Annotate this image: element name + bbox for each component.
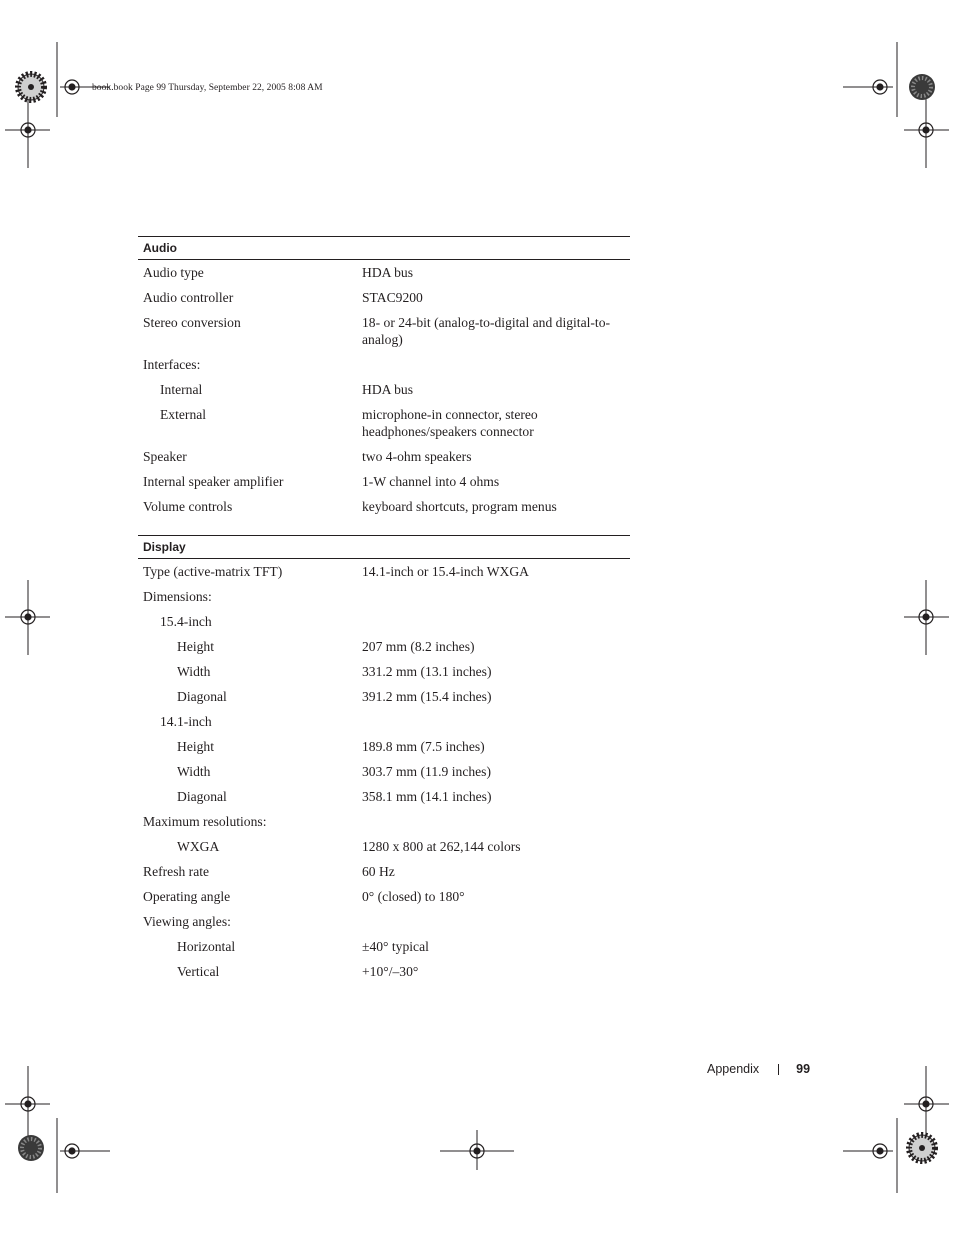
- spec-value: [362, 713, 630, 730]
- print-slug: book.book Page 99 Thursday, September 22, 2005 8:08 AM: [92, 83, 323, 93]
- spec-value: 391.2 mm (15.4 inches): [362, 689, 492, 704]
- spec-label: 15.4-inch: [160, 614, 212, 629]
- spec-value: HDA bus: [362, 382, 413, 397]
- specifications-table: [138, 236, 630, 984]
- spec-label: Dimensions:: [143, 589, 212, 604]
- spec-value: [362, 356, 630, 373]
- footer-divider: [778, 1064, 779, 1075]
- spec-value: 331.2 mm (13.1 inches): [362, 664, 492, 679]
- spec-label: Refresh rate: [143, 864, 210, 879]
- spec-value: [362, 913, 630, 930]
- spec-label: Volume controls: [143, 499, 233, 514]
- footer-section-name: Appendix: [707, 1062, 760, 1076]
- spec-label: Audio controller: [143, 290, 234, 305]
- spec-value: 0° (closed) to 180°: [362, 889, 465, 904]
- spec-row: [138, 260, 630, 285]
- spec-value: 18- or 24-bit (analog-to-digital and digital-to-analog): [362, 315, 611, 347]
- spec-label: 14.1-inch: [160, 714, 212, 729]
- spec-label: Interfaces:: [143, 357, 201, 372]
- page-footer: [707, 1062, 810, 1076]
- spec-row: [138, 285, 630, 310]
- spec-label: Width: [177, 764, 211, 779]
- spec-value: HDA bus: [362, 265, 413, 280]
- spec-row: [138, 377, 630, 402]
- spec-row: [138, 809, 630, 834]
- spec-row: [138, 584, 630, 609]
- section-heading: Audio: [138, 236, 630, 260]
- spec-value: 1-W channel into 4 ohms: [362, 474, 500, 489]
- spec-row: [138, 469, 630, 494]
- spec-label: Diagonal: [177, 689, 227, 704]
- spec-row: [138, 402, 630, 444]
- spec-row: [138, 634, 630, 659]
- spec-value: +10°/–30°: [362, 964, 419, 979]
- spec-label: Operating angle: [143, 889, 231, 904]
- spec-label: Speaker: [143, 449, 187, 464]
- spec-value: [362, 813, 630, 830]
- spec-label: Diagonal: [177, 789, 227, 804]
- spec-value: 207 mm (8.2 inches): [362, 639, 475, 654]
- spec-label: Width: [177, 664, 211, 679]
- spec-label: Type (active-matrix TFT): [143, 564, 283, 579]
- spec-value: [362, 588, 630, 605]
- spec-row: [138, 310, 630, 352]
- spec-label: Vertical: [177, 964, 220, 979]
- spec-row: [138, 659, 630, 684]
- spec-label: Height: [177, 639, 214, 654]
- spec-value: [362, 613, 630, 630]
- spec-label: Stereo conversion: [143, 315, 241, 330]
- spec-label: WXGA: [177, 839, 220, 854]
- page-number: 99: [796, 1062, 811, 1076]
- spec-label: Internal: [160, 382, 203, 397]
- spec-value: two 4-ohm speakers: [362, 449, 472, 464]
- spec-row: [138, 909, 630, 934]
- spec-row: [138, 959, 630, 984]
- section-spacer: [138, 519, 630, 535]
- spec-value: 14.1-inch or 15.4-inch WXGA: [362, 564, 529, 579]
- spec-row: [138, 609, 630, 634]
- spec-value: 189.8 mm (7.5 inches): [362, 739, 485, 754]
- spec-value: 60 Hz: [362, 864, 395, 879]
- spec-label: External: [160, 407, 207, 422]
- spec-row: [138, 859, 630, 884]
- spec-row: [138, 352, 630, 377]
- spec-row: [138, 559, 630, 584]
- spec-label: Maximum resolutions:: [143, 814, 267, 829]
- section-heading: Display: [138, 535, 630, 559]
- spec-label: Viewing angles:: [143, 914, 231, 929]
- spec-label: Height: [177, 739, 214, 754]
- spec-value: 1280 x 800 at 262,144 colors: [362, 839, 521, 854]
- spec-value: 358.1 mm (14.1 inches): [362, 789, 492, 804]
- spec-row: [138, 494, 630, 519]
- spec-row: [138, 934, 630, 959]
- spec-row: [138, 709, 630, 734]
- spec-row: [138, 759, 630, 784]
- spec-value: microphone-in connector, stereo headphones/speakers connector: [362, 407, 538, 439]
- spec-row: [138, 884, 630, 909]
- spec-row: [138, 784, 630, 809]
- spec-label: Horizontal: [177, 939, 236, 954]
- spec-label: Internal speaker amplifier: [143, 474, 284, 489]
- spec-label: Audio type: [143, 265, 204, 280]
- spec-value: keyboard shortcuts, program menus: [362, 499, 557, 514]
- spec-row: [138, 834, 630, 859]
- spec-row: [138, 684, 630, 709]
- spec-value: ±40° typical: [362, 939, 429, 954]
- spec-row: [138, 734, 630, 759]
- spec-value: STAC9200: [362, 290, 423, 305]
- spec-value: 303.7 mm (11.9 inches): [362, 764, 491, 779]
- spec-row: [138, 444, 630, 469]
